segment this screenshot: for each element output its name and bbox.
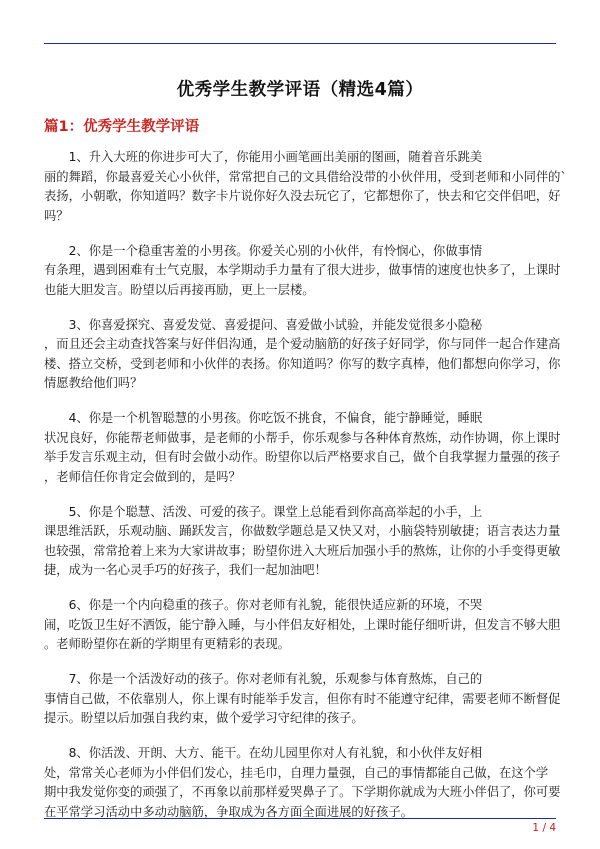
paragraph-4 [44, 409, 561, 487]
paragraph-5 [44, 503, 561, 581]
paragraph-line: 3、你喜爱探究、喜爱发觉、喜爱提问、喜爱做小试验，并能发觉很多小隐秘 [44, 317, 483, 332]
paragraph-line: 课思维活跃，乐观动脑、踊跃发言，你做数学题总是又快又对，小脑袋特别敏捷；语言表达力量 [44, 524, 561, 538]
section-heading: 篇1：优秀学生教学评语 [44, 119, 200, 135]
page-number: 1 / 4 [532, 822, 556, 834]
paragraph-line: 。老师盼望你在新的学期里有更精彩的表现。 [44, 637, 290, 651]
paragraph-line: 期中我发觉你变的顽强了，不再象以前那样爱哭鼻子了。下学期你就成为大班小伴侣了，你可要 [44, 785, 561, 799]
page-title: 优秀学生教学评语（精选4篇） [176, 80, 424, 100]
paragraph-line: ，老师信任你肯定会做到的，是吗？ [44, 469, 241, 484]
paragraph-line: 1、升入大班的你进步可大了，你能用小画笔画出美丽的图画，随着音乐跳美 [44, 150, 483, 164]
paragraph-line: 有条理，遇到困难有士气克服，本学期动手力量有了很大进步，做事情的速度也快多了，上课时 [44, 263, 561, 277]
paragraph-3 [44, 316, 561, 394]
paragraph-2 [44, 242, 561, 301]
paragraph-line: 5、你是个聪慧、活泼、可爱的孩子。课堂上总能看到你高高举起的小手，上 [44, 504, 483, 519]
paragraph-line: 4、你是一个机智聪慧的小男孩。你吃饭不挑食，不偏食，能宁静睡觉，睡眠 [44, 411, 483, 425]
paragraph-line: 处，常常关心老师为小伴侣们发心，挂毛巾，自理力量强，自己的事情都能自己做，在这个学 [44, 765, 549, 780]
paragraph-line: 事情自己做，不依靠别人，你上课有时能举手发言，但你有时不能遵守纪律，需要老师不断督促 [44, 691, 561, 706]
paragraph-line: 闹，吃饭卫生好不洒饭，能宁静入睡，与小伴侣友好相处，上课时能仔细听讲，但发言不够大胆 [44, 617, 561, 632]
paragraph-8 [44, 744, 561, 822]
paragraph-line: 举手发言乐观主动，但有时会做小动作。盼望你以后严格要求自己，做个自我掌握力量强的孩子 [44, 450, 561, 464]
paragraph-line: 6、你是一个内向稳重的孩子。你对老师有礼貌，能很快适应新的环境，不哭 [44, 598, 483, 612]
paragraph-line: ，而且还会主动查找答案与好伴侣沟通，是个爱动脑筋的好孩子好同学，你与同伴一起合作建高 [44, 337, 561, 351]
paragraph-1 [44, 148, 567, 226]
paragraph-6 [44, 596, 561, 655]
paragraph-line: 吗？ [44, 208, 69, 223]
paragraph-line: 捷，成为一名心灵手巧的好孩子，我们一起加油吧！ [44, 563, 327, 577]
paragraph-line: 8、你活泼、开朗、大方、能干。在幼儿园里你对人有礼貌，和小伙伴友好相 [44, 746, 483, 760]
paragraph-line: 楼、搭立交桥，受到老师和小伙伴的表扬。你知道吗？你写的数字真棒，他们都想向你学习，你 [44, 356, 561, 371]
header-rule [44, 43, 556, 44]
footer-rule [44, 818, 556, 819]
paragraph-7 [44, 670, 561, 729]
paragraph-line: 7、你是一个活泼好动的孩子。你对老师有礼貌，乐观参与体育熬炼，自己的 [44, 672, 483, 686]
paragraph-line: 提示。盼望以后加强自我约束，做个爱学习守纪律的孩子。 [44, 711, 364, 725]
paragraph-line: 状况良好，你能帮老师做事，是老师的小帮手，你乐观参与各种体育熬炼，动作协调，你上课时 [44, 430, 561, 445]
paragraph-line: 丽的舞蹈，你最喜爱关心小伙伴，常常把自己的文具借给没带的小伙伴用，受到老师和小同伴的` [44, 169, 567, 184]
paragraph-line: 在平常学习活动中多动动脑筋，争取成为各方面全面进展的好孩子。 [44, 804, 413, 819]
paragraph-line: 情愿教给他们吗？ [44, 376, 143, 390]
paragraph-line: 2、你是一个稳重害羞的小男孩。你爱关心别的小伙伴，有怜悯心，你做事情 [44, 243, 483, 258]
document-body [44, 148, 567, 838]
paragraph-line: 也能大胆发言。盼望以后再接再励，更上一层楼。 [44, 282, 315, 297]
paragraph-line: 表扬，小朝歌，你知道吗？数字卡片说你好久没去玩它了，它都想你了，快去和它交伴侣吧，好 [44, 189, 561, 203]
paragraph-line: 也较强，常常抢着上来为大家讲故事；盼望你进入大班后加强小手的熬炼，让你的小手变得更敏 [44, 543, 561, 558]
